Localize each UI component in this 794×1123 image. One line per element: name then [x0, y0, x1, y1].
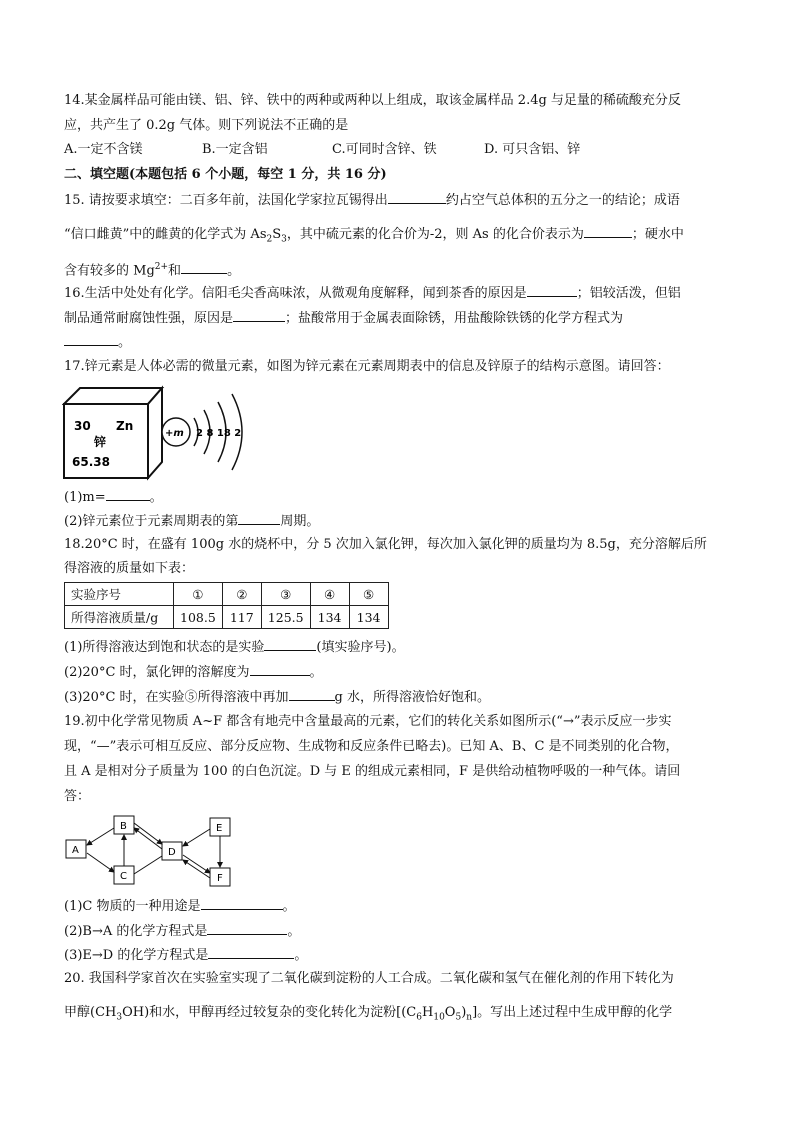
q17-blank-2[interactable] — [238, 511, 280, 525]
table-cell: 117 — [222, 606, 261, 629]
kcl-table — [64, 582, 389, 629]
element-mass: 65.38 — [72, 455, 110, 469]
q15-text-1b: 约占空气总体积的五分之一的结论；成语 — [445, 193, 680, 208]
arrow-a-to-c — [87, 853, 114, 872]
q18-line-2: 得溶液的质量如下表： — [64, 561, 195, 576]
element-symbol: Zn — [116, 419, 134, 433]
q19-line-4: 答： — [64, 789, 91, 804]
table-cell: ④ — [310, 583, 349, 606]
table-cell: ② — [222, 583, 261, 606]
q20-sub-5: n — [466, 1012, 473, 1023]
q15-text-2c: ；硬水中 — [631, 227, 684, 242]
q14-line-2: 应，共产生了 0.2g 气体。则下列说法不正确的是 — [64, 118, 349, 133]
q17-sub2-end: 周期。 — [280, 514, 320, 529]
q15-blank-2[interactable] — [584, 224, 632, 238]
q18-blank-3[interactable] — [289, 687, 335, 701]
table-header-cell: 所得溶液质量/g — [65, 606, 174, 629]
q16-text-2a: 制品通常耐腐蚀性强，原因是 — [64, 311, 234, 326]
q19-sub-2 — [64, 921, 300, 941]
q16-text-1a: 16.生活中处处有化学。信阳毛尖香高味浓，从微观角度解释，闻到茶香的原因是 — [64, 286, 527, 301]
table-header-cell: 实验序号 — [65, 583, 174, 606]
q16-line-3 — [64, 332, 131, 352]
q16-line-2 — [64, 308, 623, 328]
q15-blank-3[interactable] — [181, 260, 227, 274]
table-row — [65, 583, 389, 606]
q20-sub-3: 10 — [433, 1012, 445, 1023]
q18-line-1: 18.20°C 时，在盛有 100g 水的烧杯中，分 5 次加入氯化钾，每次加入氯化钾的质量均为 8.5g，充分溶解后所 — [64, 537, 707, 552]
q20-text-e: ) — [461, 1005, 467, 1020]
q20-sub-2: 6 — [416, 1012, 422, 1023]
q15-text-2mid: S — [272, 227, 282, 242]
q19-sub1-text: (1)C 物质的一种用途是 — [64, 899, 201, 914]
q18-blank-1[interactable] — [264, 637, 316, 651]
q20-sub-1: 3 — [116, 1012, 123, 1023]
q18-sub1-text: (1)所得溶液达到饱和状态的是实验 — [64, 640, 265, 655]
q19-blank-3[interactable] — [208, 945, 294, 959]
q17-sub1-text: (1)m= — [64, 490, 106, 505]
node-f-label: F — [217, 873, 223, 884]
q18-sub2-text: (2)20°C 时，氯化钾的溶解度为 — [64, 665, 250, 680]
q19-sub1-end: 。 — [282, 899, 296, 914]
table-cell: 108.5 — [174, 606, 223, 629]
q19-sub2-text: (2)B→A 的化学方程式是 — [64, 924, 208, 939]
q14-options — [64, 141, 580, 159]
q15-text-1a: 15. 请按要求填空：二百多年前，法国化学家拉瓦锡得出 — [64, 193, 388, 208]
node-e-label: E — [216, 823, 223, 834]
q17-blank-1[interactable] — [106, 487, 150, 501]
table-row — [65, 606, 389, 629]
arrow-d-to-b — [134, 828, 162, 849]
table-cell: 134 — [310, 606, 349, 629]
q15-blank-1[interactable] — [388, 190, 446, 204]
q14-option-b: B.一定含铝 — [202, 142, 268, 157]
q16-blank-1[interactable] — [527, 283, 577, 297]
q17-sub-1 — [64, 487, 163, 507]
q18-sub-1 — [64, 637, 405, 657]
shell-electrons: 2 8 18 2 — [196, 428, 242, 439]
element-box-top — [64, 388, 162, 404]
q20-line-2 — [64, 1004, 672, 1027]
q20-text-c: H — [422, 1005, 434, 1020]
zinc-figure — [62, 382, 252, 482]
q19-line-3: 且 A 是相对分子质量为 100 的白色沉淀。D 与 E 的组成元素相同，F 是供给动植物呼吸的一种气体。请回 — [64, 764, 681, 779]
q18-sub-3 — [64, 687, 490, 707]
q17-sub2-text: (2)锌元素位于元素周期表的第 — [64, 514, 239, 529]
table-cell: 125.5 — [261, 606, 310, 629]
q15-sub-2: 3 — [281, 234, 287, 245]
q20-text-f: ]。写出上述过程中生成甲醇的化学 — [472, 1005, 673, 1020]
q17-text: 17.锌元素是人体必需的微量元素，如图为锌元素在元素周期表中的信息及锌原子的结构示意图。请回答： — [64, 359, 670, 374]
arrow-f-to-d — [183, 860, 210, 878]
nucleus-label: +m — [165, 428, 184, 439]
q19-sub-3 — [64, 945, 307, 965]
q15-sup: 2+ — [154, 262, 169, 272]
table-cell: ⑤ — [349, 583, 388, 606]
q15-line-2 — [64, 224, 684, 249]
q17-sub-2 — [64, 511, 319, 531]
table-cell: 134 — [349, 606, 388, 629]
q20-sub-4: 5 — [455, 1012, 462, 1023]
q18-sub2-end: 。 — [309, 665, 323, 680]
q20-line-1: 20. 我国科学家首次在实验室实现了二氧化碳到淀粉的人工合成。二氧化碳和氢气在催化剂的作用下转化为 — [64, 971, 674, 986]
q19-sub3-text: (3)E→D 的化学方程式是 — [64, 948, 209, 963]
q18-sub-2 — [64, 662, 323, 682]
q20-text-b: OH)和水，甲醇再经过较复杂的变化转化为淀粉[(C — [122, 1005, 417, 1020]
element-name: 锌 — [94, 435, 107, 449]
q15-line-3 — [64, 258, 240, 280]
arrow-d-to-f — [183, 855, 210, 873]
q15-text-3b: 和 — [168, 263, 182, 279]
q15-text-2a: “信口雌黄”中的雌黄的化学式为 As — [64, 227, 267, 242]
node-a-label: A — [72, 845, 79, 856]
q19-line-2: 现，“—”表示可相互反应、部分反应物、生成物和反应条件已略去)。已知 A、B、C 是不同类别的化合物， — [64, 739, 679, 754]
q18-sub3-end: g 水，所得溶液恰好饱和。 — [334, 690, 491, 705]
q19-sub2-end: 。 — [287, 924, 301, 939]
arrow-e-to-d — [183, 829, 210, 846]
q15-sub-1: 2 — [266, 234, 273, 245]
link-c-d — [134, 856, 162, 874]
q14-option-a: A.一定不含镁 — [64, 142, 143, 157]
q14-option-c: C.可同时含锌、铁 — [332, 142, 437, 157]
q16-text-3: 。 — [118, 335, 132, 350]
q19-line-1: 19.初中化学常见物质 A~F 都含有地壳中含量最高的元素，它们的转化关系如图所示(“→”表示反应一步实 — [64, 714, 672, 729]
arrow-b-to-d — [134, 823, 162, 844]
q18-sub3-text: (3)20°C 时，在实验⑤所得溶液中再加 — [64, 690, 289, 705]
q15-line-1 — [64, 190, 680, 210]
q18-sub1-end: (填实验序号)。 — [316, 640, 405, 655]
q15-text-2b: ，其中硫元素的化合价为-2，则 As 的化合价表示为 — [286, 227, 584, 242]
node-b-label: B — [120, 821, 127, 832]
table-cell: ③ — [261, 583, 310, 606]
q16-line-1 — [64, 283, 681, 303]
element-box-side — [148, 388, 162, 478]
table-cell: ① — [174, 583, 223, 606]
q19-sub-1 — [64, 896, 296, 916]
q20-text-a: 甲醇(CH — [64, 1005, 117, 1020]
q19-blank-1[interactable] — [201, 896, 283, 910]
node-d-label: D — [168, 847, 176, 858]
q19-sub3-end: 。 — [294, 948, 308, 963]
element-number: 30 — [74, 419, 91, 433]
q16-text-2b: ；盐酸常用于金属表面除锈，用盐酸除铁锈的化学方程式为 — [285, 311, 624, 326]
q16-blank-2[interactable] — [233, 308, 285, 322]
q18-blank-2[interactable] — [250, 662, 310, 676]
arrow-b-to-a — [87, 828, 114, 845]
q17-sub1-end: 。 — [149, 490, 163, 505]
node-c-label: C — [120, 871, 127, 882]
q20-text-d: O — [444, 1005, 456, 1020]
q16-text-1b: ；铝较活泼，但铝 — [576, 286, 681, 301]
q14-line-1: 14.某金属样品可能由镁、铝、锌、铁中的两种或两种以上组成，取该金属样品 2.4g 与足量的稀硫酸充分反 — [64, 93, 681, 108]
q15-text-3a: 含有较多的 Mg — [64, 263, 155, 279]
section-heading: 二、填空题(本题包括 6 个小题，每空 1 分，共 16 分) — [64, 167, 387, 182]
q14-option-d: D. 可只含铝、锌 — [484, 142, 581, 157]
conversion-diagram — [62, 812, 242, 892]
q16-blank-3[interactable] — [64, 332, 118, 346]
q19-blank-2[interactable] — [207, 921, 287, 935]
q15-text-3c: 。 — [227, 263, 241, 279]
